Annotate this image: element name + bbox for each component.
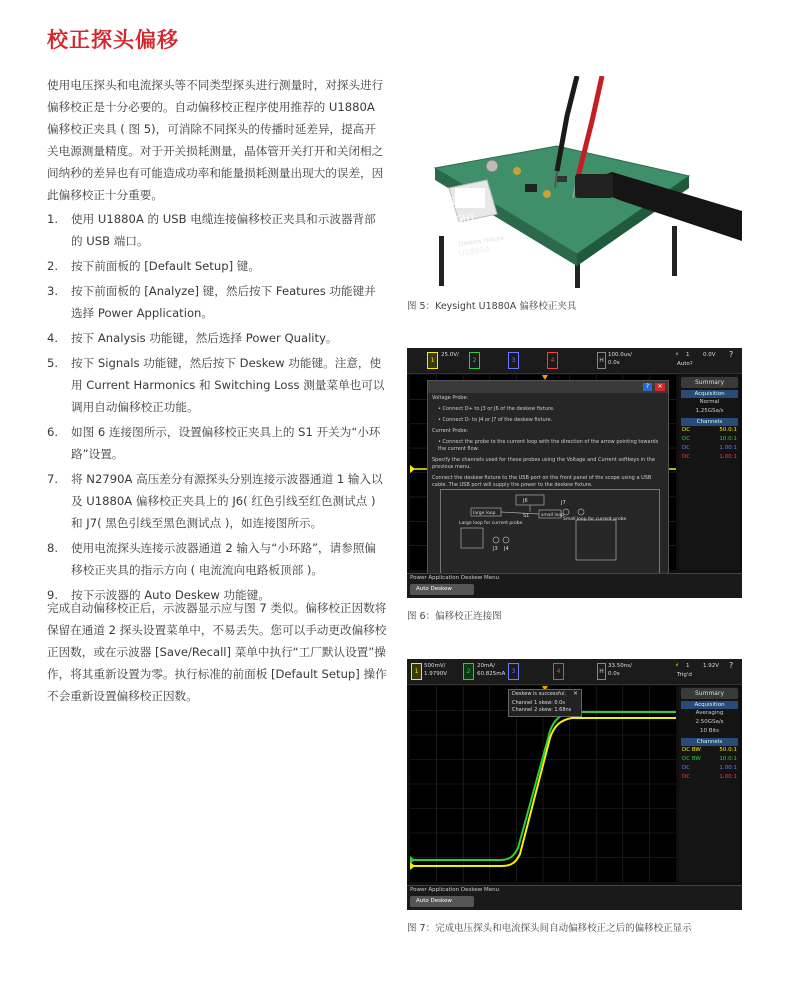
channel-2-button[interactable]: 2	[463, 663, 474, 680]
bit-depth: 10 Bits	[699, 728, 720, 734]
step-text: 使用 U1880A 的 USB 电缆连接偏移校正夹具和示波器背部的 USB 端口。	[71, 212, 376, 248]
model-label: U1880A	[458, 244, 491, 258]
ch2-settings: 20mA/ 60.825mA	[477, 663, 506, 677]
board-label: Deskew Fixture	[458, 234, 505, 248]
channels-label: Channels	[681, 738, 738, 746]
steps-list	[47, 208, 387, 609]
deskew-dialog	[427, 380, 669, 587]
step-number: 8.	[47, 541, 59, 555]
svg-text:S1: S1	[523, 513, 530, 519]
summary-header[interactable]: Summary	[681, 688, 738, 699]
channel-4-button[interactable]: 4	[553, 663, 564, 680]
trigger-channel: 1	[686, 663, 690, 669]
scope-topbar	[407, 348, 742, 374]
acquisition-mode: Normal	[699, 399, 720, 405]
svg-text:J7: J7	[561, 500, 566, 506]
trigger-channel: 1	[686, 352, 690, 358]
figure-7-caption: 图 7：完成电压探头和电流探头间自动偏移校正之后的偏移校正显示	[407, 923, 692, 934]
channel-3-button[interactable]: 3	[508, 352, 519, 369]
step-number: 9.	[47, 588, 59, 602]
step-text: 按下前面板的 [Analyze] 键，然后按下 Features 功能键并选择 Power Application。	[71, 284, 376, 320]
fixture-photo	[407, 76, 742, 289]
step-item	[47, 255, 387, 277]
trigger-level: 1.92V	[703, 663, 720, 669]
time-scale: 100.0us/ 0.0s	[608, 352, 632, 366]
acquisition-label: Acquisition	[681, 701, 738, 709]
deskew-result-popup	[508, 689, 582, 717]
scope-topbar	[407, 659, 742, 685]
summary-header[interactable]: Summary	[681, 377, 738, 388]
trigger-level: 0.0V	[703, 352, 716, 358]
step-item	[47, 327, 387, 349]
sample-rate: 1.25GSa/s	[695, 408, 724, 414]
channel-row: DC 1.00:1	[682, 765, 737, 771]
step-item	[47, 352, 387, 418]
help-icon[interactable]: ?	[729, 350, 734, 359]
horizontal-icon[interactable]: H	[597, 352, 606, 369]
step-item	[47, 421, 387, 465]
step-number: 3.	[47, 284, 59, 298]
step-number: 5.	[47, 356, 59, 370]
intro-paragraph: 使用电压探头和电流探头等不同类型探头进行测量时，对探头进行偏移校正是十分必要的。自动偏移校正程序使用推荐的 U1880A 偏移校正夹具 ( 图 5)，可消除不同探头的传播时延差异，提高开关电源测量精度。对于开关损耗测量，晶体管开关打开和关闭相之间纳秒的差异也有可能造成功率和能量损耗测量出现大的误差，因此偏移校正十分重要。	[47, 78, 384, 202]
step-text: 如图 6 连接图所示，设置偏移校正夹具上的 S1 开关为“小环路”设置。	[71, 425, 381, 461]
fixture-illustration	[407, 76, 742, 289]
trigger-mode: Auto?	[677, 361, 693, 367]
step-item	[47, 537, 387, 581]
popup-close-icon[interactable]: ✕	[572, 690, 578, 697]
popup-line: Deskew is successful.	[512, 691, 567, 697]
sample-rate: 2.50GSa/s	[695, 719, 724, 725]
channel-2-button[interactable]: 2	[469, 352, 480, 369]
popup-line: Channel 1 skew: 0.0s	[512, 699, 565, 706]
scope-screen-fig6	[407, 348, 742, 598]
step-text: 按下前面板的 [Default Setup] 键。	[71, 259, 260, 273]
channel-row: DC 1.00:1	[682, 454, 737, 460]
channel-row: DC 10.0:1	[682, 436, 737, 442]
step-text: 按下示波器的 Auto Deskew 功能键。	[71, 588, 270, 602]
brand-text: KEYSIGHT	[430, 212, 476, 229]
ch1-scale: 25.0V/	[441, 352, 459, 358]
menu-title: Power Application Deskew Menu	[410, 887, 500, 893]
figure-6-caption: 图 6：偏移校正连接图	[407, 611, 502, 622]
dialog-line: Voltage Probe:	[432, 395, 469, 401]
summary-panel	[679, 686, 740, 882]
figure-5-caption: 图 5：Keysight U1880A 偏移校正夹具	[407, 301, 577, 312]
trigger-mode: Trig'd	[677, 672, 692, 678]
step-text: 将 N2790A 高压差分有源探头分别连接示波器通道 1 输入以及 U1880A 偏移校正夹具上的 J6( 红色引线至红色测试点 ) 和 J7( 黑色引线至黑色测试点 )，如连接图所示。	[71, 472, 383, 530]
step-number: 2.	[47, 259, 59, 273]
dialog-line: Specify the channels used for these probes using the Voltage and Current softkeys in the previous menu.	[432, 457, 655, 470]
dialog-titlebar	[428, 381, 668, 393]
dialog-line: • Connect D- to J4 or J7 of the deskew fixture.	[438, 417, 553, 423]
svg-text:Large loop for current probe: Large loop for current probe	[459, 521, 523, 526]
help-icon[interactable]: ?	[729, 661, 734, 670]
step-text: 使用电流探头连接示波器通道 2 输入与“小环路”，请参照偏移校正夹具的指示方向 ( 电流流向电路板顶部 )。	[71, 541, 377, 577]
svg-text:small loop: small loop	[541, 513, 565, 518]
ch1-settings: 500mV/ 1.9790V	[424, 663, 448, 677]
dialog-line: Current Probe:	[432, 428, 469, 434]
acquisition-mode: Averaging	[695, 710, 724, 716]
horizontal-icon[interactable]: H	[597, 663, 606, 680]
dialog-line: Connect the deskew fixture to the USB port on the front panel of the scope using a USB cable. The USB port will supply the power to the deskew fixture.	[432, 475, 652, 488]
step-number: 7.	[47, 472, 59, 486]
step-text: 按下 Signals 功能键，然后按下 Deskew 功能键。注意，使用 Current Harmonics 和 Switching Loss 测量菜单也可以调用自动偏移校正功能。	[71, 356, 385, 414]
channels-label: Channels	[681, 418, 738, 426]
svg-text:⇩: ⇩	[447, 195, 458, 209]
connection-diagram	[440, 489, 660, 576]
channel-1-button[interactable]: 1	[411, 663, 422, 680]
outro-paragraph: 完成自动偏移校正后，示波器显示应与图 7 类似。偏移校正因数将保留在通道 2 探头设置菜单中，不易丢失。您可以手动更改偏移校正因数，或在示波器 [Save/Recall] 菜单中执行“工厂默认设置”操作，将其重新设置为零。执行标准的前面板 [Default Setup] 操作不会重新设置偏移校正因数。	[47, 601, 387, 703]
svg-text:J4: J4	[504, 546, 509, 552]
svg-text:J3: J3	[493, 546, 498, 552]
step-number: 1.	[47, 212, 59, 226]
trigger-icon: ⚡	[675, 663, 679, 669]
auto-deskew-button[interactable]: Auto Deskew	[410, 896, 474, 907]
dialog-line: • Connect the probe to the current loop with the direction of the arrow pointing towards the current flow.	[438, 439, 659, 452]
step-item	[47, 468, 387, 534]
svg-text:Small loop for current probe: Small loop for current probe	[563, 517, 627, 522]
connection-diagram-drawing	[441, 490, 659, 575]
auto-deskew-button[interactable]: Auto Deskew	[410, 584, 474, 595]
popup-line: Channel 2 skew: 1.68ns	[512, 707, 572, 713]
svg-text:J6: J6	[523, 498, 528, 504]
step-item	[47, 208, 387, 252]
channel-4-button[interactable]: 4	[547, 352, 558, 369]
channel-row: DC 50.0:1	[682, 427, 737, 433]
acquisition-label: Acquisition	[681, 390, 738, 398]
channel-1-button[interactable]: 1	[427, 352, 438, 369]
time-scale: 33.50ns/ 0.0s	[608, 663, 632, 677]
step-item	[47, 280, 387, 324]
page-title: 校正探头偏移	[47, 28, 179, 52]
dialog-help-icon[interactable]: ?	[643, 383, 652, 391]
summary-panel	[679, 375, 740, 570]
channel-row: DC BW 50.0:1	[682, 747, 737, 753]
channel-row: DC 1.00:1	[682, 774, 737, 780]
step-number: 4.	[47, 331, 59, 345]
svg-text:large loop: large loop	[473, 511, 496, 516]
dialog-line: • Connect D+ to J3 or J6 of the deskew fixture.	[438, 406, 555, 412]
channel-3-button[interactable]: 3	[508, 663, 519, 680]
dialog-close-icon[interactable]: ✕	[655, 383, 665, 391]
channel-row: DC 1.00:1	[682, 445, 737, 451]
menu-title: Power Application Deskew Menu	[410, 575, 500, 581]
channel-row: DC BW 10.0:1	[682, 756, 737, 762]
scope-screen-fig7	[407, 659, 742, 910]
step-text: 按下 Analysis 功能键，然后选择 Power Quality。	[71, 331, 338, 345]
trigger-icon: ⚡	[675, 352, 679, 358]
step-number: 6.	[47, 425, 59, 439]
softkey-menu	[407, 573, 742, 598]
softkey-menu	[407, 885, 742, 910]
